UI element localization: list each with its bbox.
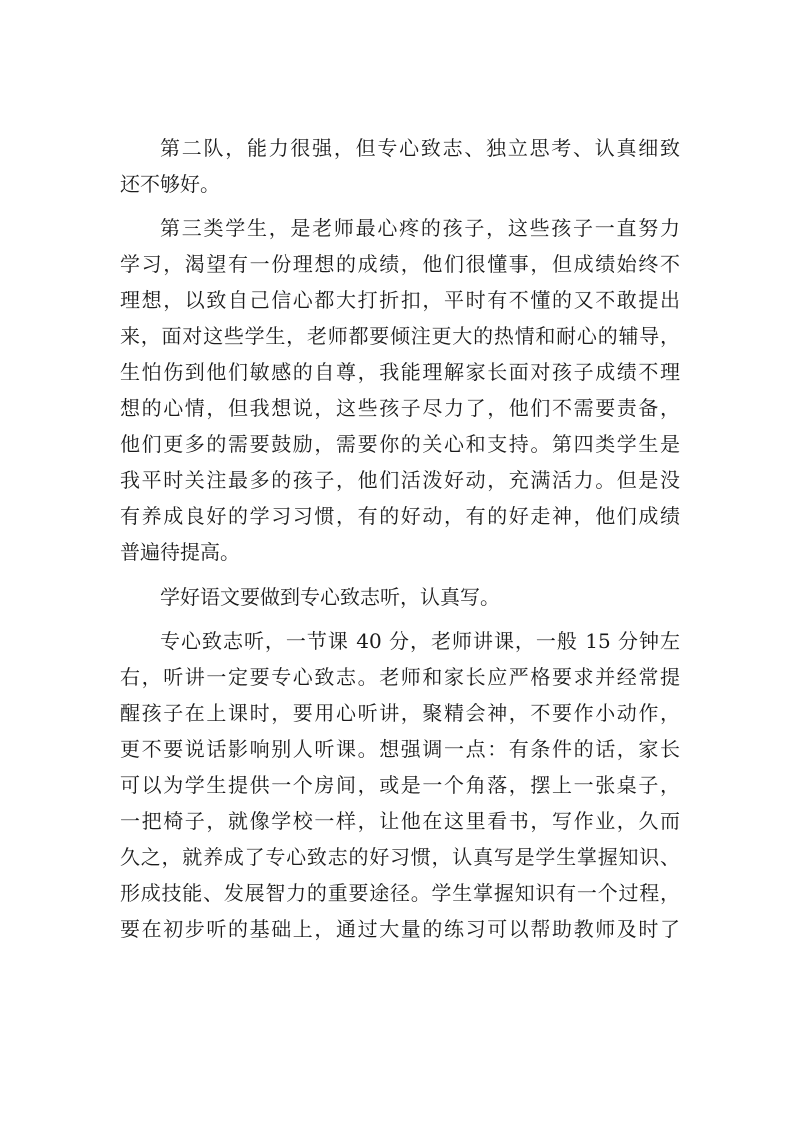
text-line: 第三类学生，是老师最心疼的孩子，这些孩子一直努力 (160, 216, 680, 240)
text-line: 有养成良好的学习习惯，有的好动，有的好走神，他们成绩 (120, 504, 680, 528)
text-line: 一把椅子，就像学校一样，让他在这里看书，写作业，久而 (120, 809, 680, 833)
text-line: 第二队，能力很强，但专心致志、独立思考、认真细致 (160, 136, 680, 160)
text-line: 形成技能、发展智力的重要途径。学生掌握知识有一个过程， (120, 881, 680, 905)
text-line: 学好语文要做到专心致志听，认真写。 (160, 585, 500, 609)
text-line: 生怕伤到他们敏感的自尊，我能理解家长面对孩子成绩不理 (120, 360, 680, 384)
text-line: 理想，以致自己信心都大打折扣，平时有不懂的又不敢提出 (120, 288, 680, 312)
text-line: 久之，就养成了专心致志的好习惯，认真写是学生掌握知识、 (120, 845, 680, 869)
text-line: 可以为学生提供一个房间，或是一个角落，摆上一张桌子， (120, 773, 680, 797)
text-line: 普遍待提高。 (120, 540, 240, 564)
text-line: 学习，渴望有一份理想的成绩，他们很懂事，但成绩始终不 (120, 252, 680, 276)
text-line: 还不够好。 (120, 172, 220, 196)
text-line: 专心致志听，一节课 40 分，老师讲课，一般 15 分钟左 (160, 629, 680, 653)
text-line: 醒孩子在上课时，要用心听讲，聚精会神，不要作小动作， (120, 701, 680, 725)
text-line: 右，听讲一定要专心致志。老师和家长应严格要求并经常提 (120, 665, 680, 689)
text-line: 他们更多的需要鼓励，需要你的关心和支持。第四类学生是 (120, 432, 680, 456)
text-line: 我平时关注最多的孩子，他们活泼好动，充满活力。但是没 (120, 468, 680, 492)
text-line: 更不要说话影响别人听课。想强调一点：有条件的话，家长 (120, 737, 680, 761)
text-line: 要在初步听的基础上，通过大量的练习可以帮助教师及时了 (120, 917, 680, 941)
text-line: 想的心情，但我想说，这些孩子尽力了，他们不需要责备， (120, 396, 680, 420)
text-line: 来，面对这些学生，老师都要倾注更大的热情和耐心的辅导， (120, 324, 680, 348)
